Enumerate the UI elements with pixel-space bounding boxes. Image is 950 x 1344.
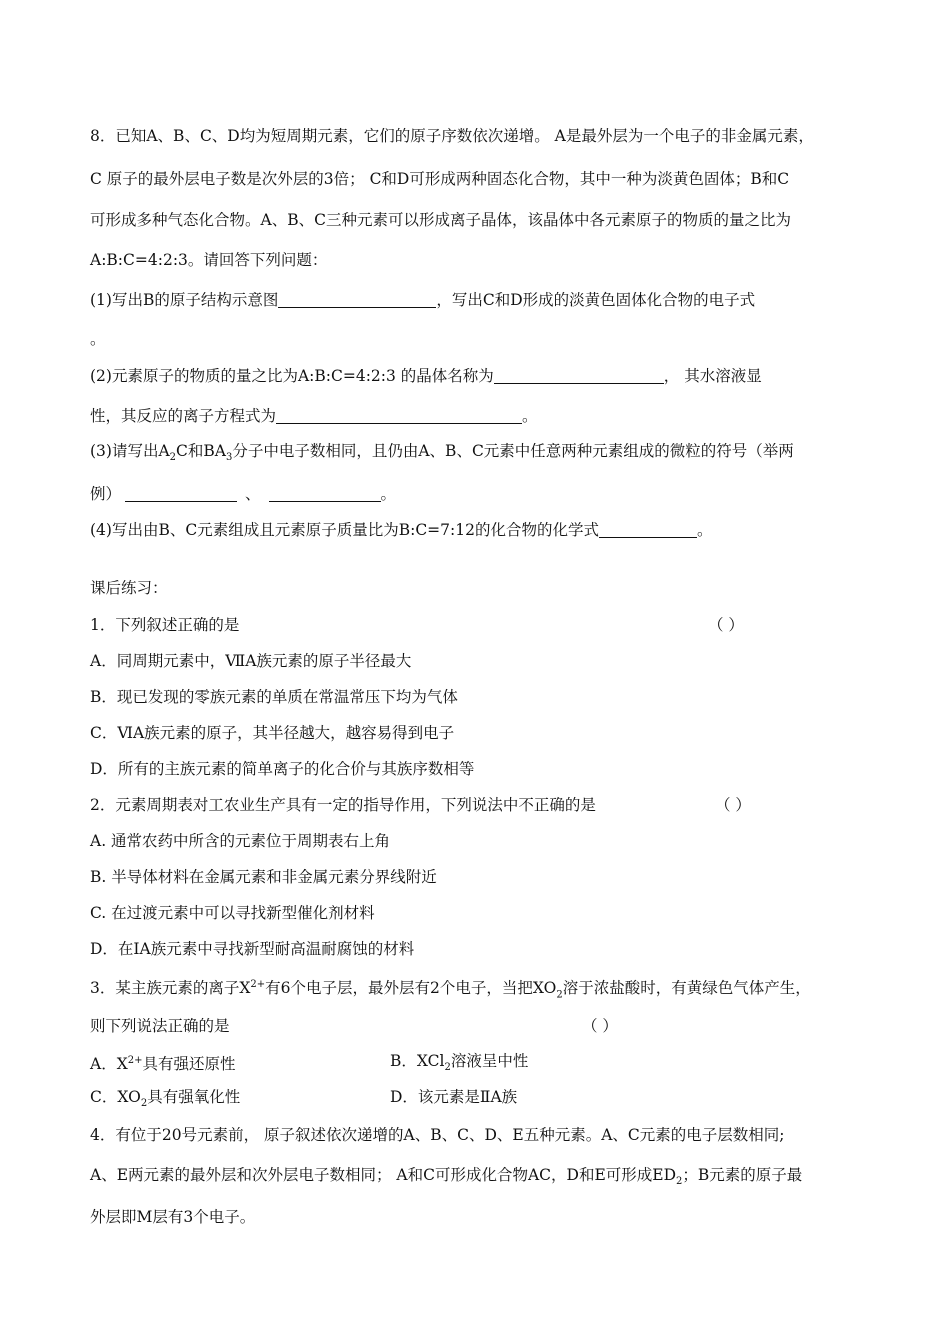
practice-q1-option-d: D．所有的主族元素的简单离子的化合价与其族序数相等 — [90, 760, 475, 778]
q8-part2 — [90, 366, 762, 386]
practice-q4-line-1: 4．有位于20号元素前， 原子叙述依次递增的A、B、C、D、E五种元素。A、C元素的电子层数相同; — [90, 1126, 785, 1144]
q3-a-text: A．X — [90, 1055, 128, 1074]
subscript: 2 — [140, 1098, 148, 1110]
answer-parentheses[interactable]: （ ） — [708, 616, 744, 634]
q3-stem-text-c: 溶于浓盐酸时，有黄绿色气体产生， — [562, 979, 811, 998]
practice-q3-option-a — [90, 1051, 236, 1074]
q3-stem-text-a: 3．某主族元素的离子X — [90, 979, 251, 998]
practice-q2-option-b: B. 半导体材料在金属元素和非金属元素分界线附近 — [90, 868, 437, 886]
q8-part1-end: 。 — [90, 330, 106, 348]
answer-blank[interactable] — [276, 407, 522, 424]
q8-part2-text-d: 。 — [522, 407, 538, 425]
answer-blank[interactable] — [269, 485, 381, 502]
practice-q4-line-2 — [90, 1165, 802, 1192]
q8-part4 — [90, 520, 713, 540]
practice-q1-option-a: A．同周期元素中，ⅦA族元素的原子半径最大 — [90, 652, 412, 670]
practice-q1-option-c: C．ⅥA族元素的原子，其半径越大，越容易得到电子 — [90, 724, 455, 742]
q4-line2-text-b: ；B元素的原子最 — [682, 1166, 803, 1184]
practice-q3-stem-cont: 则下列说法正确的是 — [90, 1017, 230, 1035]
q8-part3-text-f: 。 — [380, 485, 397, 503]
q8-part3-text-b: C和BA — [176, 442, 226, 460]
superscript: 2+ — [127, 1055, 143, 1066]
practice-q3-stem — [90, 975, 811, 1005]
practice-q3-option-b — [390, 1051, 528, 1078]
q4-line2-text-a: A、E两元素的最外层和次外层电子数相同； A和C可形成化合物AC，D和E可形成ED — [90, 1166, 677, 1184]
q3-stem-text-b: 有6个电子层，最外层有2个电子，当把XO — [265, 979, 557, 998]
subscript: 2 — [169, 452, 177, 464]
subscript: 3 — [225, 452, 233, 464]
practice-q4-line-3: 外层即M层有3个电子。 — [90, 1208, 256, 1226]
q8-part2-text-a: (2)元素原子的物质的量之比为A:B:C=4:2:3 的晶体名称为 — [90, 367, 494, 385]
answer-parentheses[interactable]: （ ） — [582, 1017, 618, 1035]
practice-q3-option-d: D．该元素是ⅡA族 — [390, 1088, 518, 1106]
superscript: 2+ — [250, 979, 266, 990]
q8-line-4: A:B:C=4:2:3。请回答下列问题： — [90, 251, 328, 269]
practice-q3-option-c — [90, 1087, 240, 1114]
practice-q1-option-b: B．现已发现的零族元素的单质在常温常压下均为气体 — [90, 688, 458, 706]
practice-q1-stem: 1．下列叙述正确的是 — [90, 616, 240, 634]
practice-q2-stem: 2．元素周期表对工农业生产具有一定的指导作用，下列说法中不正确的是 — [90, 796, 596, 814]
answer-blank[interactable] — [494, 367, 664, 384]
subscript: 2 — [444, 1062, 451, 1074]
subscript: 2 — [676, 1176, 683, 1188]
q8-part3-text-a: (3)请写出A — [90, 442, 170, 460]
answer-blank[interactable] — [125, 485, 237, 502]
practice-q2-option-a: A. 通常农药中所含的元素位于周期表右上角 — [90, 832, 391, 850]
q3-c-text: C．XO — [90, 1088, 141, 1106]
practice-q2-option-d: D．在IA族元素中寻找新型耐高温耐腐蚀的材料 — [90, 940, 415, 958]
q8-part3-text-d: 例） — [90, 485, 122, 503]
q8-part3 — [90, 441, 794, 468]
answer-parentheses[interactable]: （ ） — [715, 796, 751, 814]
answer-blank[interactable] — [278, 291, 436, 308]
q8-line-1: 8．已知A、B、C、D均为短周期元素，它们的原子序数依次递增。 A是最外层为一个电子的非金属元素， — [90, 127, 814, 145]
q8-part3-text-e: 、 — [245, 485, 261, 503]
q8-part4-text-a: (4)写出由B、C元素组成且元素原子质量比为B:C=7:12的化合物的化学式 — [90, 521, 599, 539]
subscript: 2 — [556, 989, 563, 1001]
q3-c-text-post: 具有强氧化性 — [147, 1088, 241, 1106]
q8-part1-text-a: (1)写出B的原子结构示意图 — [90, 291, 279, 309]
q8-line-2: C 原子的最外层电子数是次外层的3倍； C和D可形成两种固态化合物，其中一种为淡黄色固体；B和C — [90, 170, 790, 188]
q8-part2-cont — [90, 406, 538, 426]
practice-q2-option-c: C. 在过渡元素中可以寻找新型催化剂材料 — [90, 904, 375, 922]
q8-part3-text-c: 分子中电子数相同，且仍由A、B、C元素中任意两种元素组成的微粒的符号（举两 — [232, 442, 794, 460]
q8-part1-text-b: ，写出C和D形成的淡黄色固体化合物的电子式 — [436, 291, 756, 309]
q8-part3-cont — [90, 484, 396, 504]
q8-part2-text-c: 性，其反应的离子方程式为 — [90, 407, 277, 425]
q8-part2-text-b: ， 其水溶液显 — [663, 367, 762, 385]
q8-part4-text-b: 。 — [696, 521, 713, 539]
q3-a-text-post: 具有强还原性 — [142, 1055, 236, 1074]
q3-b-text-post: 溶液呈中性 — [450, 1052, 529, 1070]
q3-b-text: B．XCl — [390, 1052, 445, 1070]
practice-heading: 课后练习： — [90, 579, 168, 597]
q8-line-3: 可形成多种气态化合物。A、B、C三种元素可以形成离子晶体，该晶体中各元素原子的物质的量之比为 — [90, 211, 791, 229]
answer-blank[interactable] — [599, 521, 697, 538]
q8-part1 — [90, 290, 755, 310]
